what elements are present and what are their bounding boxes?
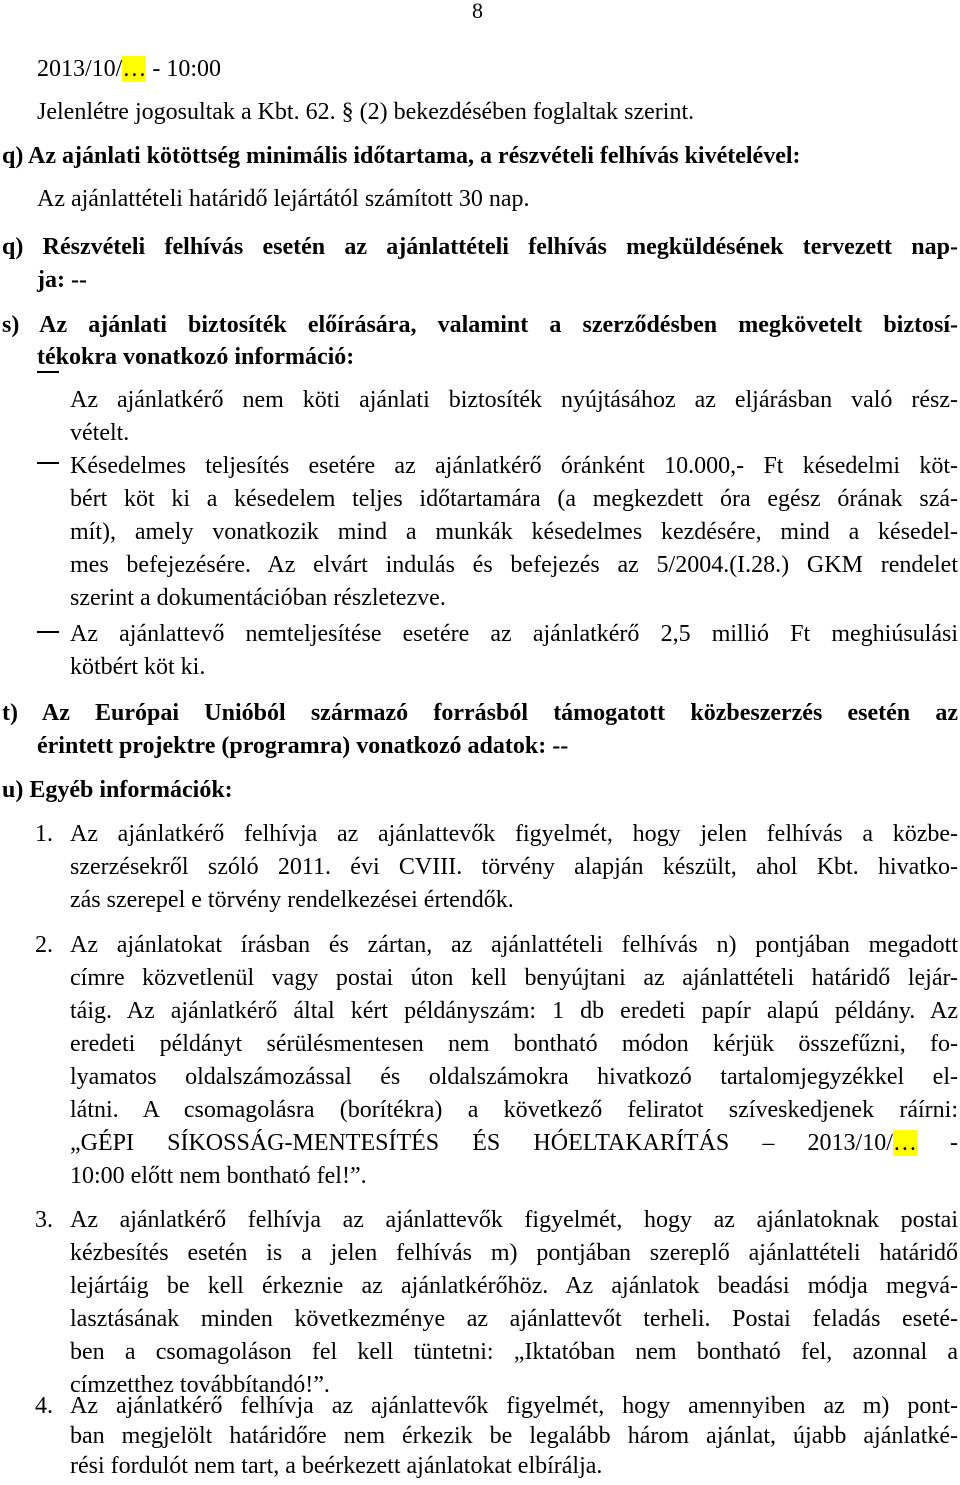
item3-line2: kézbesítés esetén is a jelen felhívás m) pontjában szereplő ajánlattételi határidő <box>70 1240 958 1266</box>
item3-line3: lejártáig be kell érkeznie az ajánlatkérőhöz. Az ajánlatok beadási módja megvá- <box>70 1273 958 1299</box>
attendance-text: Jelenlétre jogosultak a Kbt. 62. § (2) bekezdésében foglaltak szerint. <box>37 99 695 125</box>
q2-heading-line2: ja: -- <box>37 267 87 293</box>
item4-line1: Az ajánlatkérő felhívja az ajánlattevők figyelmét, hogy amennyiben az m) pont- <box>70 1393 958 1419</box>
item-number: 1. <box>35 821 53 847</box>
item4-line2: ban megjelölt határidőre nem érkezik be legalább három ajánlat, újabb ajánlatké- <box>70 1423 958 1449</box>
date-line-post: - 10:00 <box>146 56 222 82</box>
q1-text: Az ajánlattételi határidő lejártától számított 30 nap. <box>37 186 530 212</box>
item2-label-highlight: … <box>892 1130 917 1156</box>
item2-line4: eredeti példányt sérülésmentesen nem bontható módon kérjük összefűzni, fo- <box>70 1031 958 1057</box>
item2-label-post: - <box>916 1130 958 1156</box>
t-heading-line1: t) Az Európai Unióból származó forrásból támogatott közbeszerzés esetén az <box>2 700 958 726</box>
s-bullet2-line1: Késedelmes teljesítés esetére az ajánlatkérő óránként 10.000,- Ft késedelmi köt- <box>70 453 958 479</box>
item2-line6: látni. A csomagolásra (borítékra) a következő feliratot szíveskedjenek ráírni: <box>70 1097 958 1123</box>
item-number: 2. <box>35 932 53 958</box>
item2-label-pre: „GÉPI SÍKOSSÁG-MENTESÍTÉS ÉS HÓELTAKARÍTÁS – 2013/10/ <box>70 1130 893 1156</box>
item3-line6: címzetthez továbbítandó!”. <box>70 1372 330 1398</box>
s-bullet3-line1: Az ajánlattevő nemteljesítése esetére az ajánlatkérő 2,5 millió Ft meghiúsulási <box>70 621 958 647</box>
date-line <box>37 54 221 84</box>
s-heading-line2: tékokra vonatkozó információ: <box>37 344 355 370</box>
s-bullet1-line1: Az ajánlatkérő nem köti ajánlati biztosíték nyújtásához az eljárásban való rész- <box>70 387 958 413</box>
item2-line5: lyamatos oldalszámozással és oldalszámokra hivatkozó tartalomjegyzékkel el- <box>70 1064 958 1090</box>
s-heading-line1: s) Az ajánlati biztosíték előírására, valamint a szerződésben megkövetelt biztosí- <box>2 312 958 338</box>
item4-line3: rési fordulót nem tart, a beérkezett ajánlatokat elbírálja. <box>70 1453 603 1479</box>
item2-line1: Az ajánlatokat írásban és zártan, az ajánlattételi felhívás n) pontjában megadott <box>70 932 958 958</box>
date-line-highlight: … <box>122 56 147 82</box>
s-bullet1-line2: vételt. <box>70 420 130 446</box>
q2-heading-line1: q) Részvételi felhívás esetén az ajánlattételi felhívás megküldésének tervezett nap- <box>2 234 958 260</box>
bullet-dash <box>37 371 59 373</box>
item-number: 3. <box>35 1207 53 1233</box>
s-bullet2-line2: bért köt ki a késedelem teljes időtartamára (a megkezdett óra egész órának szá- <box>70 486 958 512</box>
date-line-pre: 2013/10/ <box>37 56 123 82</box>
bullet-dash <box>37 631 59 633</box>
item3-line4: lasztásának minden következménye az ajánlattevőt terheli. Postai feladás eseté- <box>70 1306 958 1332</box>
s-bullet2-line4: mes befejezésére. Az elvárt indulás és befejezés az 5/2004.(I.28.) GKM rendelet <box>70 552 958 578</box>
t-heading-line2: érintett projektre (programra) vonatkozó adatok: -- <box>37 733 569 759</box>
page-number: 8 <box>472 0 483 23</box>
item1-line1: Az ajánlatkérő felhívja az ajánlattevők figyelmét, hogy jelen felhívás a közbe- <box>70 821 958 847</box>
item2-last-line: 10:00 előtt nem bontható fel!”. <box>70 1163 367 1189</box>
u-heading: u) Egyéb információk: <box>2 777 233 803</box>
item1-line3: zás szerepel e törvény rendelkezései értendők. <box>70 887 514 913</box>
s-bullet2-line3: mít), amely vonatkozik mind a munkák késedelmes kezdésére, mind a késedel- <box>70 519 958 545</box>
item-number: 4. <box>35 1393 53 1419</box>
item1-line2: szerzésekről szóló 2011. évi CVIII. törvény alapján készült, ahol Kbt. hivatko- <box>70 854 958 880</box>
item2-label-line <box>70 1128 958 1158</box>
s-bullet2-line5: szerint a dokumentációban részletezve. <box>70 585 446 611</box>
item3-line1: Az ajánlatkérő felhívja az ajánlattevők figyelmét, hogy az ajánlatoknak postai <box>70 1207 958 1233</box>
item2-line3: táig. Az ajánlatkérő által kért példányszám: 1 db eredeti papír alapú példány. Az <box>70 998 958 1024</box>
bullet-dash <box>37 462 59 464</box>
item3-line5: ben a csomagoláson fel kell tüntetni: „Iktatóban nem bontható fel, azonnal a <box>70 1339 958 1365</box>
item2-line2: címre közvetlenül vagy postai úton kell benyújtani az ajánlattételi határidő lejár- <box>70 965 958 991</box>
q1-heading: q) Az ajánlati kötöttség minimális időtartama, a részvételi felhívás kivételével: <box>2 143 801 169</box>
s-bullet3-line2: kötbért köt ki. <box>70 654 206 680</box>
